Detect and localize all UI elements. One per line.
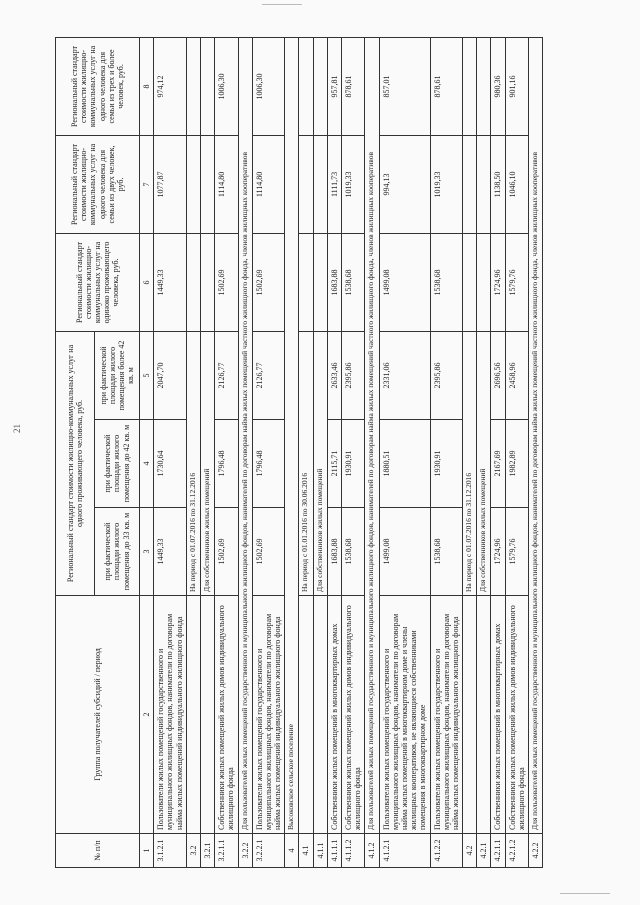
table-row (299, 37, 313, 867)
row-number: 4.1.1.2 (342, 834, 365, 868)
row-value: 2633,46 (327, 331, 341, 419)
row-value: 901,16 (505, 37, 528, 135)
row-value: 1502,69 (215, 508, 238, 596)
row-value: 1683,88 (327, 233, 341, 331)
header-area-over-42: при фактической площади жилого помещения более 42 кв. м (95, 331, 140, 419)
row-number: 4.1.1 (313, 834, 327, 868)
row-number: 4.2.1.1 (491, 834, 505, 868)
col-index: 1 (140, 834, 154, 868)
table-row (154, 37, 187, 867)
row-value: 1724,96 (491, 233, 505, 331)
row-number: 4.1.2.2 (430, 834, 463, 868)
row-number: 4.1 (299, 834, 313, 868)
row-value: 2331,06 (379, 331, 430, 419)
row-value: 1111,73 (327, 135, 341, 233)
table-row (342, 37, 365, 867)
row-number: 4.1.1.1 (327, 834, 341, 868)
row-number: 4 (285, 834, 299, 868)
row-value: 1006,30 (252, 37, 285, 135)
row-value: 1077,87 (154, 135, 187, 233)
row-value: 1880,51 (379, 420, 430, 508)
empty-cell (463, 135, 477, 233)
row-number: 4.2.2 (529, 834, 543, 868)
row-number: 3.1.2.1 (154, 834, 187, 868)
table-row (477, 37, 491, 867)
row-label: Пользователи жилых помещений государственного и муниципального жилищных фондов, наниматели по договорам найма жилых помещений индивидуального жилищного фонда (252, 596, 285, 834)
period-label: На период с 01.07.2016 по 31.12.2016 (186, 331, 200, 595)
empty-cell (477, 37, 491, 135)
table-row (529, 37, 543, 867)
row-value: 857,01 (379, 37, 430, 135)
row-label: Собственники жилых помещений жилых домов индивидуального жилищного фонда (215, 596, 238, 834)
row-value: 1019,33 (430, 135, 463, 233)
row-value: 1730,64 (154, 420, 187, 508)
empty-cell (186, 596, 200, 834)
row-value: 1538,68 (430, 508, 463, 596)
row-value: 2126,77 (252, 331, 285, 419)
table-row (430, 37, 463, 867)
empty-cell (463, 596, 477, 834)
row-value: 1019,33 (342, 135, 365, 233)
row-value: 1502,69 (252, 508, 285, 596)
row-label: Собственники жилых помещений в многоквартирных домах (491, 596, 505, 834)
table-row (505, 37, 528, 867)
table-row (313, 37, 327, 867)
row-value: 1982,89 (505, 420, 528, 508)
row-label: Пользователи жилых помещений государственного и муниципального жилищных фондов, наниматели по договорам найма жилых помещений в многоквартирном доме и члены жилищных кооперативов, не являющиеся собственниками помещения в многоквартирном доме (379, 596, 430, 834)
table-row (215, 37, 238, 867)
row-label: Собственники жилых помещений жилых домов индивидуального жилищного фонда (342, 596, 365, 834)
header-num: № п/п (56, 834, 140, 868)
regional-standard-table (55, 37, 543, 868)
row-value: 1538,68 (342, 508, 365, 596)
empty-cell (186, 37, 200, 135)
header-single: Региональный стандарт стоимости жилищно-коммунальных услуг на одиноко проживающего человека, руб. (56, 233, 140, 331)
row-value: 2395,86 (430, 331, 463, 419)
table-row (327, 37, 341, 867)
row-value: 974,12 (154, 37, 187, 135)
row-value: 1930,91 (342, 420, 365, 508)
row-number: 3.2.2 (238, 834, 252, 868)
empty-cell (299, 596, 313, 834)
table-row (379, 37, 430, 867)
empty-cell (477, 233, 491, 331)
group-label: Высоковское сельское поселение (285, 37, 299, 833)
table-row (200, 37, 214, 867)
empty-cell (463, 37, 477, 135)
scan-artifact (262, 4, 302, 5)
row-value: 1538,68 (430, 233, 463, 331)
table-row (491, 37, 505, 867)
row-value: 1449,33 (154, 508, 187, 596)
empty-cell (186, 233, 200, 331)
col-index: 8 (140, 37, 154, 135)
row-value: 2126,77 (215, 331, 238, 419)
row-value: 1538,68 (342, 233, 365, 331)
table-row (238, 37, 252, 867)
row-value: 1930,91 (430, 420, 463, 508)
empty-cell (463, 233, 477, 331)
row-value: 1579,76 (505, 233, 528, 331)
row-value: 2115,71 (327, 420, 341, 508)
row-value: 1046,10 (505, 135, 528, 233)
row-value: 1449,33 (154, 233, 187, 331)
row-value: 878,61 (342, 37, 365, 135)
period-label: На период с 01.07.2016 по 31.12.2016 (463, 331, 477, 595)
row-value: 1796,48 (252, 420, 285, 508)
row-number: 3.2.2.1 (252, 834, 285, 868)
row-number: 3.2.1 (200, 834, 214, 868)
rotated-page (55, 38, 575, 868)
row-label: Собственники жилых помещений в многоквартирных домах (327, 596, 341, 834)
row-number: 4.2 (463, 834, 477, 868)
group-label: Для пользователей жилых помещений государственного и муниципального жилищного фондов, нанимателей по договорам найма жилых помещений частного жилищного фонда, членов жилищных кооперативов (529, 37, 543, 833)
header-area-33: при фактической площади жилого помещения до 33 кв. м (95, 508, 140, 596)
col-index: 5 (140, 331, 154, 419)
row-number: 4.1.2.1 (379, 834, 430, 868)
row-value: 1724,96 (491, 508, 505, 596)
row-label: Пользователи жилых помещений государственного и муниципального жилищных фондов, наниматели по договорам найма жилых помещений индивидуального жилищного фонда (154, 596, 187, 834)
empty-cell (299, 135, 313, 233)
empty-cell (200, 233, 214, 331)
header-area-42: при фактической площади жилого помещения до 42 кв. м (95, 420, 140, 508)
row-value: 2696,56 (491, 331, 505, 419)
table-row (463, 37, 477, 867)
row-value: 1683,88 (327, 508, 341, 596)
period-label: Для собственников жилых помещений (313, 331, 327, 595)
period-label: Для собственников жилых помещений (200, 331, 214, 595)
period-label: Для собственников жилых помещений (477, 331, 491, 595)
col-index: 4 (140, 420, 154, 508)
header-row (56, 37, 95, 867)
page-number: 21 (12, 424, 22, 433)
empty-cell (477, 596, 491, 834)
row-number: 3.2.1.1 (215, 834, 238, 868)
empty-cell (299, 37, 313, 135)
row-number: 4.2.1 (477, 834, 491, 868)
row-value: 957,81 (327, 37, 341, 135)
col-index: 6 (140, 233, 154, 331)
row-number: 4.1.2 (365, 834, 379, 868)
header-three-person: Региональный стандарт стоимости жилищно-коммунальных услуг на одного человека для семьи из трех и более человек, руб. (56, 37, 140, 135)
empty-cell (313, 596, 327, 834)
row-value: 980,36 (491, 37, 505, 135)
header-two-person: Региональный стандарт стоимости жилищно-коммунальных услуг на одного человека для семьи из двух человек, руб. (56, 135, 140, 233)
group-label: Для пользователей жилых помещений государственного и муниципального жилищного фондов, нанимателей по договорам найма жилых помещений частного жилищного фонда, членов жилищных кооперативов (365, 37, 379, 833)
header-group: Группа получателей субсидий / период (56, 596, 140, 834)
row-value: 1502,69 (252, 233, 285, 331)
row-value: 1796,48 (215, 420, 238, 508)
empty-cell (313, 37, 327, 135)
row-value: 1114,80 (215, 135, 238, 233)
row-value: 1499,08 (379, 233, 430, 331)
row-number: 4.2.1.2 (505, 834, 528, 868)
table-row (252, 37, 285, 867)
empty-cell (200, 37, 214, 135)
empty-cell (200, 596, 214, 834)
row-value: 2458,96 (505, 331, 528, 419)
empty-cell (477, 135, 491, 233)
header-regional-standard: Региональный стандарт стоимости жилищно-коммунальных услуг на одного проживающего человека, руб. (56, 331, 95, 595)
row-value: 1579,76 (505, 508, 528, 596)
group-label: Для пользователей жилых помещений государственного и муниципального жилищного фондов, нанимателей по договорам найма жилых помещений частного жилищного фонда, членов жилищных кооперативов (238, 37, 252, 833)
row-value: 2395,86 (342, 331, 365, 419)
col-index: 3 (140, 508, 154, 596)
row-value: 994,13 (379, 135, 430, 233)
table-body (154, 37, 543, 867)
row-value: 878,61 (430, 37, 463, 135)
row-number: 3.2 (186, 834, 200, 868)
empty-cell (299, 233, 313, 331)
row-value: 1006,30 (215, 37, 238, 135)
empty-cell (313, 233, 327, 331)
row-value: 1499,08 (379, 508, 430, 596)
column-index-row (140, 37, 154, 867)
col-index: 2 (140, 596, 154, 834)
empty-cell (313, 135, 327, 233)
table-row (365, 37, 379, 867)
col-index: 7 (140, 135, 154, 233)
row-value: 2047,70 (154, 331, 187, 419)
empty-cell (186, 135, 200, 233)
table-row (186, 37, 200, 867)
row-value: 1502,69 (215, 233, 238, 331)
scan-artifact (560, 893, 610, 894)
empty-cell (200, 135, 214, 233)
row-label: Собственники жилых помещений жилых домов индивидуального жилищного фонда (505, 596, 528, 834)
row-value: 1114,80 (252, 135, 285, 233)
row-value: 1138,50 (491, 135, 505, 233)
table-row (285, 37, 299, 867)
row-label: Пользователи жилых помещений государственного и муниципального жилищных фондов, наниматели по договорам найма жилых помещений индивидуального жилищного фонда (430, 596, 463, 834)
period-label: На период с 01.01.2016 по 30.06.2016 (299, 331, 313, 595)
row-value: 2167,69 (491, 420, 505, 508)
